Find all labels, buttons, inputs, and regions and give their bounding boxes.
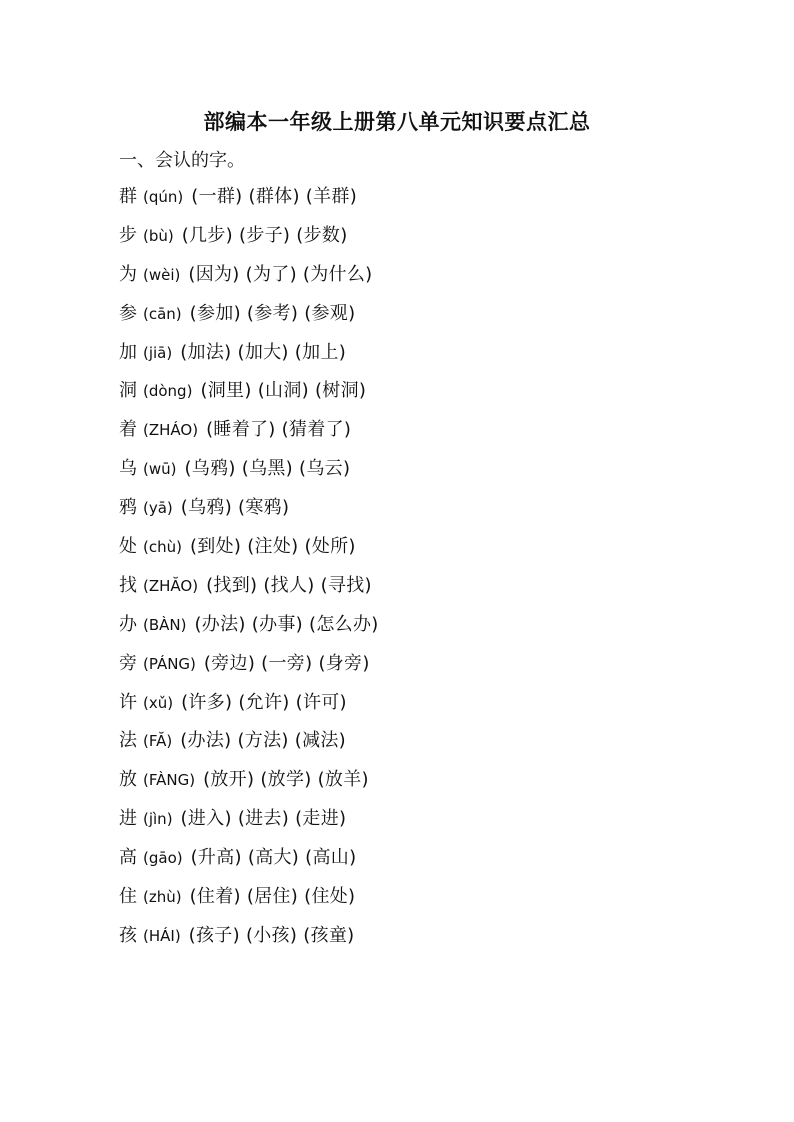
character: 许 — [119, 691, 137, 713]
section-heading: 一、会认的字。 — [119, 150, 245, 171]
list-item — [119, 222, 379, 261]
pinyin: (ZHÁO) — [143, 421, 199, 440]
example-words: (乌鸦) (乌黑) (乌云) — [184, 458, 351, 480]
example-words: (办法) (方法) (减法) — [180, 730, 346, 752]
pinyin: (gāo) — [143, 849, 183, 868]
page-title: 部编本一年级上册第八单元知识要点汇总 — [203, 110, 591, 134]
character: 为 — [119, 263, 137, 285]
character: 着 — [119, 419, 137, 441]
character: 找 — [119, 574, 137, 596]
list-item — [119, 339, 379, 378]
list-item — [119, 766, 379, 805]
example-words: (孩子) (小孩) (孩童) — [188, 924, 355, 946]
example-words: (几步) (步子) (步数) — [181, 224, 348, 246]
pinyin: (FĂ) — [143, 732, 173, 751]
list-item — [119, 805, 379, 844]
pinyin: (wū) — [143, 460, 177, 479]
example-words: (一群) (群体) (羊群) — [191, 186, 358, 207]
list-item — [119, 183, 379, 222]
character: 高 — [119, 847, 137, 869]
character: 孩 — [119, 924, 137, 946]
pinyin: (ZHĂO) — [143, 576, 199, 595]
pinyin: (qún) — [143, 188, 184, 206]
example-words: (因为) (为了) (为什么) — [188, 263, 373, 285]
pinyin: (wèi) — [143, 265, 181, 284]
pinyin: (dòng) — [143, 382, 193, 401]
list-item — [119, 455, 379, 494]
character: 放 — [119, 769, 137, 791]
example-words: (找到) (找人) (寻找) — [206, 574, 372, 596]
pinyin: (bù) — [143, 226, 174, 245]
list-item — [119, 261, 379, 300]
character: 群 — [119, 186, 137, 207]
pinyin: (jìn) — [143, 810, 173, 829]
pinyin: (yā) — [143, 499, 173, 518]
pinyin: (cān) — [143, 304, 182, 323]
character: 乌 — [119, 458, 137, 480]
example-words: (放开) (放学) (放羊) — [203, 769, 369, 791]
example-words: (办法) (办事) (怎么办) — [194, 613, 379, 635]
list-item — [119, 727, 379, 766]
pinyin: (BÀN) — [143, 615, 187, 634]
list-item — [119, 377, 379, 416]
example-words: (参加) (参考) (参观) — [189, 302, 356, 324]
pinyin: (PÁNG) — [143, 654, 196, 673]
list-item — [119, 844, 379, 883]
list-item — [119, 611, 379, 650]
character: 进 — [119, 808, 137, 830]
pinyin: (HÁI) — [143, 926, 181, 945]
example-words: (到处) (注处) (处所) — [189, 536, 356, 558]
example-words: (睡着了) (猜着了) — [206, 419, 352, 441]
example-words: (洞里) (山洞) (树洞) — [200, 380, 367, 402]
example-words: (乌鸦) (寒鸦) — [180, 497, 290, 519]
example-words: (升高) (高大) (高山) — [190, 847, 357, 869]
pinyin: (chù) — [143, 538, 182, 557]
pinyin: (FÀNG) — [143, 771, 196, 790]
character: 洞 — [119, 380, 137, 402]
character: 旁 — [119, 652, 137, 674]
example-words: (许多) (允许) (许可) — [181, 691, 347, 713]
character: 法 — [119, 730, 137, 752]
character: 住 — [119, 886, 137, 908]
character: 处 — [119, 536, 137, 558]
character: 加 — [119, 341, 137, 363]
character: 鸦 — [119, 497, 137, 519]
list-item — [119, 300, 379, 339]
example-words: (住着) (居住) (住处) — [189, 886, 356, 908]
list-item — [119, 883, 379, 922]
list-item — [119, 572, 379, 611]
example-words: (加法) (加大) (加上) — [180, 341, 347, 363]
character: 办 — [119, 613, 137, 635]
character-list — [119, 183, 379, 961]
character: 步 — [119, 224, 137, 246]
list-item — [119, 689, 379, 728]
character: 参 — [119, 302, 137, 324]
example-words: (旁边) (一旁) (身旁) — [203, 652, 370, 674]
pinyin: (jiā) — [143, 343, 173, 362]
list-item — [119, 416, 379, 455]
pinyin: (zhù) — [143, 888, 182, 907]
list-item — [119, 922, 379, 961]
pinyin: (xǔ) — [143, 693, 174, 712]
example-words: (进入) (进去) (走进) — [180, 808, 347, 830]
list-item — [119, 494, 379, 533]
list-item — [119, 650, 379, 689]
list-item — [119, 533, 379, 572]
